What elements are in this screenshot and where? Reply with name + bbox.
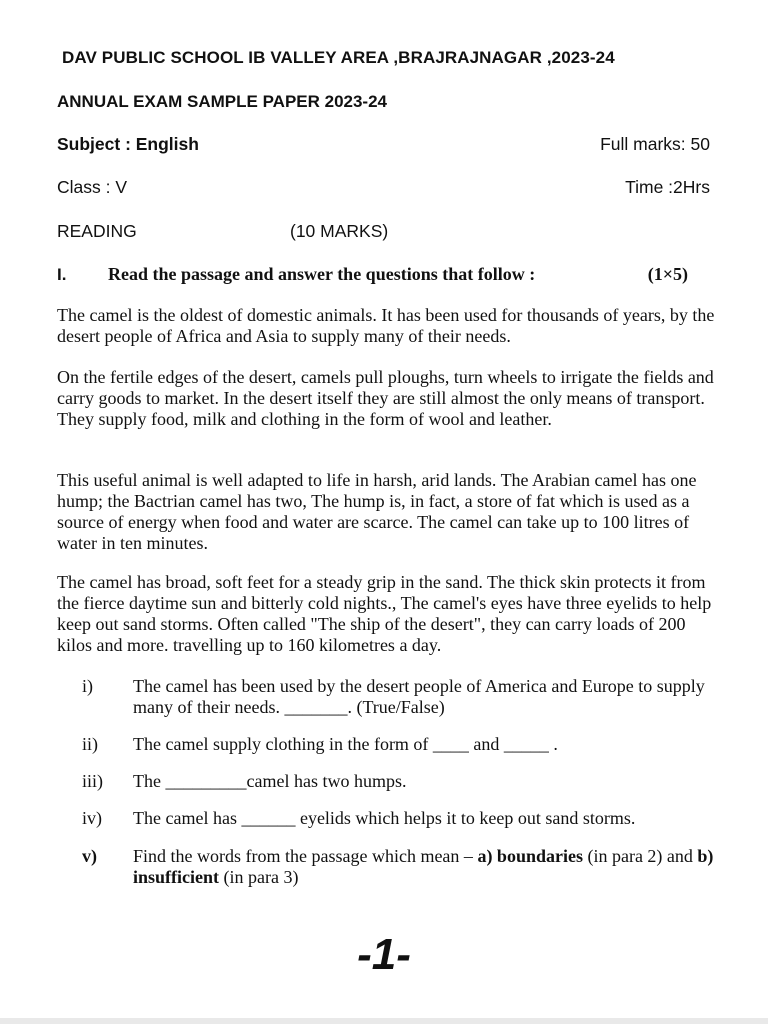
question-2-number: ii) [82,734,98,754]
question-5-number: v) [82,846,97,866]
subject-label: Subject : English [57,134,199,154]
question-number: I. [57,265,67,284]
section-title: READING [57,221,137,241]
passage-paragraph-3: This useful animal is well adapted to life in harsh, arid lands. The Arabian camel has one hump; the Bactrian camel has two, The hump is, in fact, a store of fat which is used as a source of energy when food and water are scarce. The camel can take up to 100 litres of water in ten minutes. [57,470,697,553]
question-marks: (1×5) [647,264,688,284]
word-a-label: a) boundaries [477,846,583,866]
section-marks: (10 MARKS) [290,221,389,241]
time-label: Time :2Hrs [625,177,710,197]
page-number: -1- [357,930,411,979]
class-label: Class : V [57,177,128,197]
word-a-note: (in para 2) and [582,846,698,866]
question-1-text: The camel has been used by the desert people of America and Europe to supply many of their needs. _______. (True/False) [133,676,705,717]
question-3-text: The _________camel has two humps. [133,771,407,791]
school-name: DAV PUBLIC SCHOOL IB VALLEY AREA ,BRAJRAJNAGAR ,2023-24 [62,48,615,67]
question-3-number: iii) [82,771,103,791]
question-1-number: i) [82,676,93,696]
passage-paragraph-4: The camel has broad, soft feet for a steady grip in the sand. The thick skin protects it from the fierce daytime sun and bitterly cold nights., The camel's eyes have three eyelids to help keep out sand storms. Often called "The ship of the desert", they can carry loads of 200 kilos and more. travelling up to 160 kilometres a day. [57,572,712,655]
word-b-label: b) insufficient [133,846,714,887]
question-4-number: iv) [82,808,102,828]
question-5-text [133,846,733,888]
question-instruction: Read the passage and answer the questions that follow : [108,264,536,284]
passage-paragraph-2: On the fertile edges of the desert, camels pull ploughs, turn wheels to irrigate the fields and carry goods to market. In the desert itself they are still almost the only means of transport. They supply food, milk and clothing in the form of wool and leather. [57,367,714,429]
passage-paragraph-1: The camel is the oldest of domestic animals. It has been used for thousands of years, by the desert people of Africa and Asia to supply many of their needs. [57,305,715,346]
question-4-text: The camel has ______ eyelids which helps it to keep out sand storms. [133,808,636,828]
exam-title: ANNUAL EXAM SAMPLE PAPER 2023-24 [57,92,388,111]
question-5-lead: Find the words from the passage which mean – [133,846,478,866]
full-marks: Full marks: 50 [600,134,710,154]
word-b-note: (in para 3) [219,867,299,887]
question-2-text: The camel supply clothing in the form of ____ and _____ . [133,734,558,754]
